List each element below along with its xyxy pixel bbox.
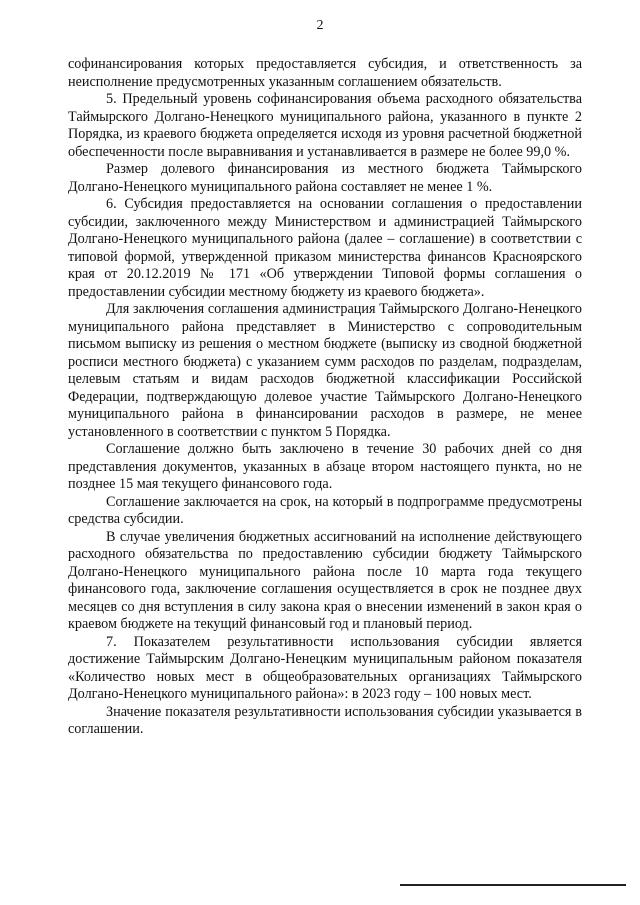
paragraph-item-7: 7. Показателем результативности использования субсидии является достижение Таймырским Долгано-Ненецким муниципальным районом показателя «Количество новых мест в общеобразовательных организациях Таймырского Долгано-Ненецкого муниципального района»: в 2023 году – 100 новых мест. [68, 633, 582, 702]
paragraph-continuation: софинансирования которых предоставляется субсидия, и ответственность за неисполнение предусмотренных указанным соглашением обязательств. [68, 56, 582, 90]
paragraph-local-budget-share: Размер долевого финансирования из местного бюджета Таймырского Долгано-Ненецкого муниципального района составляет не менее 1 %. [68, 161, 582, 195]
document-body [68, 56, 582, 739]
paragraph-agreement-conclusion: Для заключения соглашения администрация Таймырского Долгано-Ненецкого муниципального района представляет в Министерство с сопроводительным письмом выписку из решения о местном бюджете (выписку из сводной бюджетной росписи местного бюджета) с указанием сумм расходов по разделам, подразделам, целевым статьям и видам расходов бюджетной классификации Российской Федерации, подтверждающую долевое участие Таймырского Долгано-Ненецкого муниципального района в финансировании расходов в размере, не менее установленного в соответствии с пунктом 5 Порядка. [68, 301, 582, 440]
paragraph-agreement-deadline: Соглашение должно быть заключено в течение 30 рабочих дней со дня представления документов, указанных в абзаце втором настоящего пункта, но не позднее 15 мая текущего финансового года. [68, 441, 582, 492]
paragraph-budget-increase: В случае увеличения бюджетных ассигнований на исполнение действующего расходного обязательства по предоставлению субсидии бюджету Таймырского Долгано-Ненецкого муниципального района после 10 марта года текущего финансового года, заключение соглашения осуществляется в срок не позднее двух месяцев со дня вступления в силу закона края о внесении изменений в закон края о краевом бюджете на текущий финансовый год и плановый период. [68, 528, 582, 632]
paragraph-indicator-value: Значение показателя результативности использования субсидии указывается в соглашении. [68, 703, 582, 737]
paragraph-item-5: 5. Предельный уровень софинансирования объема расходного обязательства Таймырского Долгано-Ненецкого муниципального района, указанного в пункте 2 Порядка, из краевого бюджета определяется исходя из уровня расчетной бюджетной обеспеченности после выравнивания и устанавливается в размере не более 99,0 %. [68, 91, 582, 160]
paragraph-agreement-term: Соглашение заключается на срок, на который в подпрограмме предусмотрены средства субсидии. [68, 493, 582, 527]
page-number: 2 [316, 18, 324, 33]
footer-divider [400, 884, 626, 886]
paragraph-item-6: 6. Субсидия предоставляется на основании соглашения о предоставлении субсидии, заключенного между Министерством и администрацией Таймырского Долгано-Ненецкого муниципального района (далее – соглашение) в соответствии с типовой формой, утвержденной приказом министерства финансов Красноярского края от 20.12.2019 № 171 «Об утверждении Типовой формы соглашения о предоставлении субсидии местному бюджету из краевого бюджета». [68, 196, 582, 300]
